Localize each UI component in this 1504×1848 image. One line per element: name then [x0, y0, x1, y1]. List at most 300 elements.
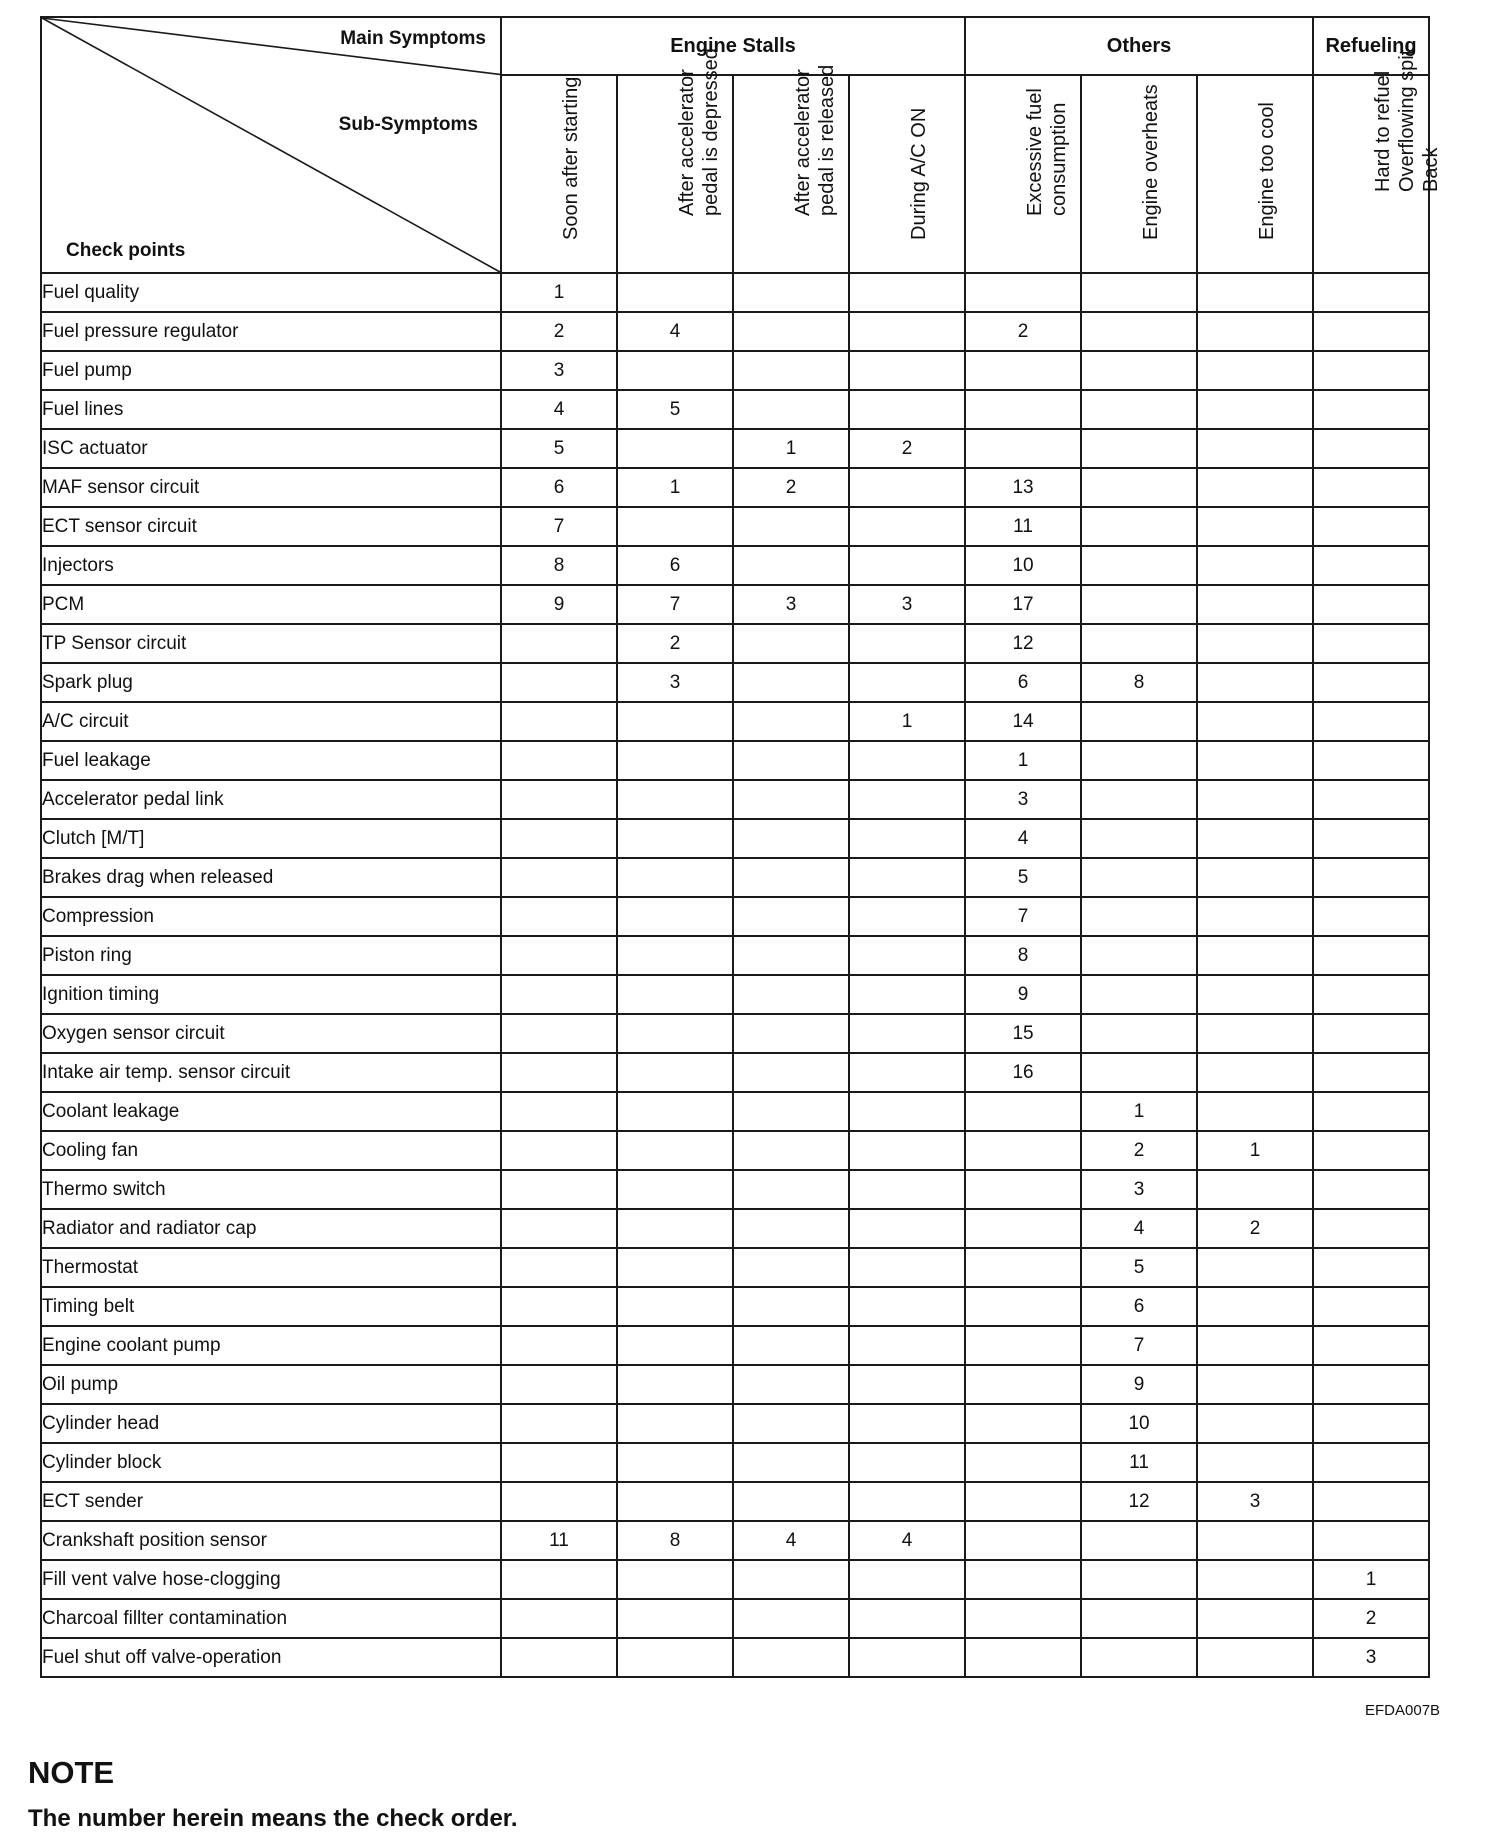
- check-order-cell: [733, 663, 849, 702]
- check-order-cell: [1197, 1365, 1313, 1404]
- check-order-cell: [965, 1131, 1081, 1170]
- group-header-engine-stalls: Engine Stalls: [501, 17, 965, 75]
- check-order-cell: [1313, 1482, 1429, 1521]
- check-order-cell: [1197, 936, 1313, 975]
- check-point-label: Thermo switch: [41, 1170, 501, 1209]
- check-order-cell: [1197, 468, 1313, 507]
- check-order-cell: 12: [1081, 1482, 1197, 1521]
- corner-diagonals: [42, 18, 500, 272]
- table-row: [41, 741, 1429, 780]
- check-order-cell: [617, 1248, 733, 1287]
- check-order-cell: 3: [965, 780, 1081, 819]
- check-order-cell: [849, 1248, 965, 1287]
- check-order-cell: [849, 1209, 965, 1248]
- check-point-label: Cooling fan: [41, 1131, 501, 1170]
- check-order-cell: 7: [1081, 1326, 1197, 1365]
- table-row: [41, 897, 1429, 936]
- check-point-label: Intake air temp. sensor circuit: [41, 1053, 501, 1092]
- check-order-cell: [501, 741, 617, 780]
- check-order-cell: [617, 1092, 733, 1131]
- check-order-cell: [1197, 507, 1313, 546]
- table-row: [41, 663, 1429, 702]
- check-order-cell: [1081, 1599, 1197, 1638]
- check-point-label: TP Sensor circuit: [41, 624, 501, 663]
- check-point-label: ECT sensor circuit: [41, 507, 501, 546]
- check-order-cell: 1: [1313, 1560, 1429, 1599]
- check-order-cell: [849, 1287, 965, 1326]
- check-order-cell: [1313, 741, 1429, 780]
- sub-symptom-label: During A/C ON: [908, 107, 931, 240]
- check-order-cell: [501, 663, 617, 702]
- check-point-label: Crankshaft position sensor: [41, 1521, 501, 1560]
- check-order-cell: [849, 975, 965, 1014]
- check-order-cell: [733, 390, 849, 429]
- check-order-cell: [617, 1365, 733, 1404]
- check-order-cell: [501, 1131, 617, 1170]
- check-order-cell: [617, 1170, 733, 1209]
- check-order-cell: [617, 351, 733, 390]
- check-order-cell: [849, 507, 965, 546]
- table-row: [41, 1092, 1429, 1131]
- check-order-cell: [617, 1053, 733, 1092]
- check-order-cell: 3: [1197, 1482, 1313, 1521]
- symptom-check-table: [40, 16, 1443, 1678]
- check-point-label: Oxygen sensor circuit: [41, 1014, 501, 1053]
- check-point-label: Compression: [41, 897, 501, 936]
- check-order-cell: [1197, 741, 1313, 780]
- check-order-cell: [1197, 663, 1313, 702]
- table-row: [41, 1287, 1429, 1326]
- check-order-cell: [501, 1170, 617, 1209]
- check-order-cell: 15: [965, 1014, 1081, 1053]
- check-order-cell: [617, 702, 733, 741]
- check-order-cell: [733, 1443, 849, 1482]
- check-point-label: Cylinder block: [41, 1443, 501, 1482]
- check-order-cell: [733, 273, 849, 312]
- check-point-label: Fuel shut off valve-operation: [41, 1638, 501, 1677]
- check-order-cell: [965, 390, 1081, 429]
- check-order-cell: [1313, 780, 1429, 819]
- check-order-cell: [617, 273, 733, 312]
- check-order-cell: [501, 1326, 617, 1365]
- check-order-cell: [617, 1014, 733, 1053]
- check-order-cell: 3: [1313, 1638, 1429, 1677]
- check-order-cell: [1197, 624, 1313, 663]
- check-order-cell: [965, 1092, 1081, 1131]
- check-order-cell: [617, 819, 733, 858]
- check-order-cell: [965, 1599, 1081, 1638]
- table-row: [41, 429, 1429, 468]
- check-order-cell: [617, 975, 733, 1014]
- check-point-label: Radiator and radiator cap: [41, 1209, 501, 1248]
- check-order-cell: [1313, 1209, 1429, 1248]
- check-point-label: Brakes drag when released: [41, 858, 501, 897]
- check-order-cell: [1313, 312, 1429, 351]
- check-order-cell: 7: [617, 585, 733, 624]
- table-row: [41, 936, 1429, 975]
- check-order-cell: [849, 936, 965, 975]
- table-row: [41, 1521, 1429, 1560]
- check-point-label: PCM: [41, 585, 501, 624]
- table-row: [41, 1131, 1429, 1170]
- check-order-cell: [733, 1560, 849, 1599]
- check-order-cell: 5: [617, 390, 733, 429]
- check-point-label: Fill vent valve hose-clogging: [41, 1560, 501, 1599]
- table-row: [41, 858, 1429, 897]
- group-header-others: Others: [965, 17, 1313, 75]
- sub-symptom-header: [501, 75, 617, 273]
- check-point-label: Timing belt: [41, 1287, 501, 1326]
- check-order-cell: 4: [617, 312, 733, 351]
- sub-symptom-header: [965, 75, 1081, 273]
- table-row: [41, 390, 1429, 429]
- check-order-cell: [501, 897, 617, 936]
- check-order-cell: [501, 1209, 617, 1248]
- check-order-cell: [733, 1170, 849, 1209]
- check-order-cell: [1313, 897, 1429, 936]
- check-order-cell: [849, 1170, 965, 1209]
- check-order-cell: [501, 1599, 617, 1638]
- note-title: NOTE: [28, 1755, 115, 1790]
- check-order-cell: [849, 624, 965, 663]
- check-order-cell: [1313, 1365, 1429, 1404]
- check-order-cell: 7: [501, 507, 617, 546]
- check-order-cell: [1313, 1287, 1429, 1326]
- check-point-label: Fuel pump: [41, 351, 501, 390]
- check-order-cell: [617, 1638, 733, 1677]
- check-order-cell: [965, 351, 1081, 390]
- check-order-cell: [1313, 858, 1429, 897]
- check-order-cell: [849, 1482, 965, 1521]
- check-order-cell: [501, 1014, 617, 1053]
- check-order-cell: [1081, 1560, 1197, 1599]
- main-symptoms-label: Main Symptoms: [340, 28, 486, 49]
- check-order-cell: [849, 1131, 965, 1170]
- check-point-label: Ignition timing: [41, 975, 501, 1014]
- check-order-cell: [1081, 312, 1197, 351]
- check-order-cell: [501, 624, 617, 663]
- check-order-cell: [1313, 351, 1429, 390]
- check-order-cell: 11: [1081, 1443, 1197, 1482]
- check-order-cell: [1197, 702, 1313, 741]
- check-order-cell: [617, 741, 733, 780]
- check-order-cell: [501, 1092, 617, 1131]
- check-order-cell: [617, 858, 733, 897]
- check-order-cell: [733, 780, 849, 819]
- check-order-cell: [1313, 819, 1429, 858]
- check-order-cell: [849, 1014, 965, 1053]
- check-order-cell: [1197, 819, 1313, 858]
- group-header-refueling: Refueling: [1313, 17, 1429, 75]
- check-order-cell: [1081, 702, 1197, 741]
- check-order-cell: 2: [965, 312, 1081, 351]
- check-order-cell: [1313, 1053, 1429, 1092]
- check-order-cell: [501, 1404, 617, 1443]
- table-row: [41, 819, 1429, 858]
- check-order-cell: [849, 1326, 965, 1365]
- check-order-cell: [1081, 273, 1197, 312]
- check-order-cell: 6: [501, 468, 617, 507]
- check-order-cell: [733, 1638, 849, 1677]
- check-order-cell: 12: [965, 624, 1081, 663]
- check-order-cell: 10: [965, 546, 1081, 585]
- check-point-label: Thermostat: [41, 1248, 501, 1287]
- check-point-label: Cylinder head: [41, 1404, 501, 1443]
- check-order-cell: 2: [733, 468, 849, 507]
- check-order-cell: [1313, 936, 1429, 975]
- check-point-label: Clutch [M/T]: [41, 819, 501, 858]
- check-order-cell: [1081, 741, 1197, 780]
- check-order-cell: [501, 1248, 617, 1287]
- check-order-cell: [501, 1365, 617, 1404]
- group-header-row: [41, 17, 1429, 75]
- check-order-cell: 9: [1081, 1365, 1197, 1404]
- check-order-cell: 8: [617, 1521, 733, 1560]
- check-point-label: Spark plug: [41, 663, 501, 702]
- check-order-cell: [965, 273, 1081, 312]
- check-order-cell: [733, 1209, 849, 1248]
- check-order-cell: [965, 1326, 1081, 1365]
- check-order-cell: 3: [849, 585, 965, 624]
- check-order-cell: [1197, 1170, 1313, 1209]
- check-order-cell: [965, 1638, 1081, 1677]
- check-order-cell: [617, 1599, 733, 1638]
- sub-symptom-label: After accelerator pedal is depressed: [676, 48, 722, 216]
- check-order-cell: 4: [501, 390, 617, 429]
- check-order-cell: [617, 1482, 733, 1521]
- check-order-cell: [1313, 624, 1429, 663]
- check-order-cell: [965, 1404, 1081, 1443]
- check-order-cell: [1197, 1404, 1313, 1443]
- check-order-cell: [849, 741, 965, 780]
- check-order-cell: 14: [965, 702, 1081, 741]
- figure-code: EFDA007B: [1365, 1702, 1441, 1719]
- table-row: [41, 780, 1429, 819]
- check-order-cell: [1197, 273, 1313, 312]
- check-order-cell: [617, 1287, 733, 1326]
- check-order-cell: [849, 1638, 965, 1677]
- table-row: [41, 1482, 1429, 1521]
- table-row: [41, 546, 1429, 585]
- check-order-cell: [617, 1326, 733, 1365]
- table-row: [41, 273, 1429, 312]
- sub-symptom-label: Engine too cool: [1256, 102, 1279, 240]
- check-point-label: Injectors: [41, 546, 501, 585]
- table-row: [41, 702, 1429, 741]
- check-order-cell: 1: [849, 702, 965, 741]
- check-order-cell: [1313, 1131, 1429, 1170]
- table-row: [41, 1599, 1429, 1638]
- check-order-cell: [1081, 624, 1197, 663]
- check-order-cell: [501, 1053, 617, 1092]
- check-order-cell: [1313, 663, 1429, 702]
- check-order-cell: 17: [965, 585, 1081, 624]
- check-order-cell: 3: [1081, 1170, 1197, 1209]
- check-order-cell: [1081, 390, 1197, 429]
- check-order-cell: [501, 1287, 617, 1326]
- check-order-cell: [1197, 1443, 1313, 1482]
- check-point-rows: [41, 273, 1429, 1677]
- check-order-cell: [733, 858, 849, 897]
- check-order-cell: [1197, 1560, 1313, 1599]
- check-order-cell: [849, 390, 965, 429]
- check-order-cell: [849, 819, 965, 858]
- check-order-cell: 4: [849, 1521, 965, 1560]
- sub-symptom-header: [733, 64, 849, 273]
- check-order-cell: 10: [1081, 1404, 1197, 1443]
- table-row: [41, 1560, 1429, 1599]
- header-corner-cell: [41, 17, 501, 273]
- check-order-cell: [501, 858, 617, 897]
- check-order-cell: 1: [1197, 1131, 1313, 1170]
- check-order-cell: 1: [617, 468, 733, 507]
- check-order-cell: [1197, 858, 1313, 897]
- check-order-cell: [733, 1365, 849, 1404]
- check-order-cell: [733, 624, 849, 663]
- table-row: [41, 1404, 1429, 1443]
- check-order-cell: [965, 1521, 1081, 1560]
- check-order-cell: [617, 507, 733, 546]
- check-order-cell: [849, 351, 965, 390]
- check-order-cell: [733, 1287, 849, 1326]
- check-order-cell: [1313, 975, 1429, 1014]
- check-order-cell: [733, 1131, 849, 1170]
- check-order-cell: [733, 897, 849, 936]
- check-order-cell: [1313, 1521, 1429, 1560]
- check-order-cell: [849, 780, 965, 819]
- check-order-cell: [1313, 1092, 1429, 1131]
- check-order-cell: [733, 1404, 849, 1443]
- note-text: The number herein means the check order.: [28, 1805, 518, 1832]
- check-order-cell: [1313, 1170, 1429, 1209]
- check-order-cell: [501, 702, 617, 741]
- check-order-cell: 11: [501, 1521, 617, 1560]
- check-order-cell: [965, 1170, 1081, 1209]
- table-row: [41, 1170, 1429, 1209]
- table-row: [41, 1014, 1429, 1053]
- check-order-cell: [1197, 1053, 1313, 1092]
- check-order-cell: [849, 273, 965, 312]
- check-point-label: Accelerator pedal link: [41, 780, 501, 819]
- table-row: [41, 1209, 1429, 1248]
- check-order-cell: [1081, 507, 1197, 546]
- check-point-label: Oil pump: [41, 1365, 501, 1404]
- check-order-cell: [1197, 546, 1313, 585]
- check-order-cell: [617, 1560, 733, 1599]
- check-point-label: Fuel lines: [41, 390, 501, 429]
- check-order-cell: [1197, 780, 1313, 819]
- check-point-label: ISC actuator: [41, 429, 501, 468]
- check-order-cell: [1081, 429, 1197, 468]
- check-order-cell: [1081, 585, 1197, 624]
- check-order-cell: [1081, 897, 1197, 936]
- check-order-cell: [617, 1404, 733, 1443]
- check-order-cell: 2: [1313, 1599, 1429, 1638]
- table-row: [41, 1443, 1429, 1482]
- check-order-cell: [733, 1326, 849, 1365]
- check-order-cell: [849, 312, 965, 351]
- check-order-cell: 1: [501, 273, 617, 312]
- check-point-label: Coolant leakage: [41, 1092, 501, 1131]
- check-order-cell: 2: [501, 312, 617, 351]
- check-order-cell: [965, 1248, 1081, 1287]
- check-order-cell: [1313, 507, 1429, 546]
- check-order-cell: [1081, 858, 1197, 897]
- table-row: [41, 312, 1429, 351]
- check-order-cell: [1197, 1326, 1313, 1365]
- check-order-cell: 13: [965, 468, 1081, 507]
- check-order-cell: [733, 546, 849, 585]
- check-order-cell: 1: [965, 741, 1081, 780]
- check-point-label: Fuel leakage: [41, 741, 501, 780]
- check-order-cell: [733, 1599, 849, 1638]
- check-order-cell: [1081, 975, 1197, 1014]
- check-order-cell: [849, 1443, 965, 1482]
- check-order-cell: [1197, 390, 1313, 429]
- check-order-cell: [1197, 585, 1313, 624]
- check-order-cell: 2: [849, 429, 965, 468]
- check-order-cell: [617, 429, 733, 468]
- check-order-cell: [1313, 390, 1429, 429]
- check-order-cell: 8: [1081, 663, 1197, 702]
- check-points-label: Check points: [66, 240, 186, 261]
- check-order-cell: 3: [733, 585, 849, 624]
- check-order-cell: [965, 1482, 1081, 1521]
- check-order-cell: [617, 897, 733, 936]
- table-row: [41, 624, 1429, 663]
- check-order-cell: [1197, 1521, 1313, 1560]
- sub-symptom-header: [1197, 75, 1313, 273]
- check-order-cell: 1: [733, 429, 849, 468]
- check-order-cell: 9: [501, 585, 617, 624]
- check-order-cell: [501, 1560, 617, 1599]
- sub-symptom-header: [849, 75, 965, 273]
- check-order-cell: [849, 897, 965, 936]
- check-order-cell: 3: [501, 351, 617, 390]
- table-row: [41, 1326, 1429, 1365]
- check-order-cell: [1197, 897, 1313, 936]
- check-order-cell: 7: [965, 897, 1081, 936]
- sub-symptom-label: Engine overheats: [1140, 84, 1163, 240]
- check-order-cell: [1197, 1014, 1313, 1053]
- check-order-cell: [1081, 468, 1197, 507]
- check-order-cell: 2: [1081, 1131, 1197, 1170]
- check-order-cell: [1081, 1053, 1197, 1092]
- check-order-cell: [617, 936, 733, 975]
- check-order-cell: [733, 1053, 849, 1092]
- check-order-cell: [1197, 429, 1313, 468]
- check-order-cell: [1313, 585, 1429, 624]
- check-order-cell: [1313, 429, 1429, 468]
- table-row: [41, 468, 1429, 507]
- check-order-cell: 8: [501, 546, 617, 585]
- check-order-cell: [965, 1209, 1081, 1248]
- check-order-cell: [965, 1443, 1081, 1482]
- check-order-cell: [617, 1131, 733, 1170]
- check-order-cell: 5: [1081, 1248, 1197, 1287]
- check-point-label: Fuel quality: [41, 273, 501, 312]
- check-order-cell: [1081, 819, 1197, 858]
- check-order-cell: 4: [965, 819, 1081, 858]
- check-order-cell: [501, 780, 617, 819]
- check-order-cell: [501, 936, 617, 975]
- check-order-cell: [733, 1482, 849, 1521]
- check-order-cell: [849, 858, 965, 897]
- check-order-cell: [1313, 468, 1429, 507]
- check-order-cell: 5: [501, 429, 617, 468]
- check-order-cell: 4: [733, 1521, 849, 1560]
- check-order-cell: [1313, 1248, 1429, 1287]
